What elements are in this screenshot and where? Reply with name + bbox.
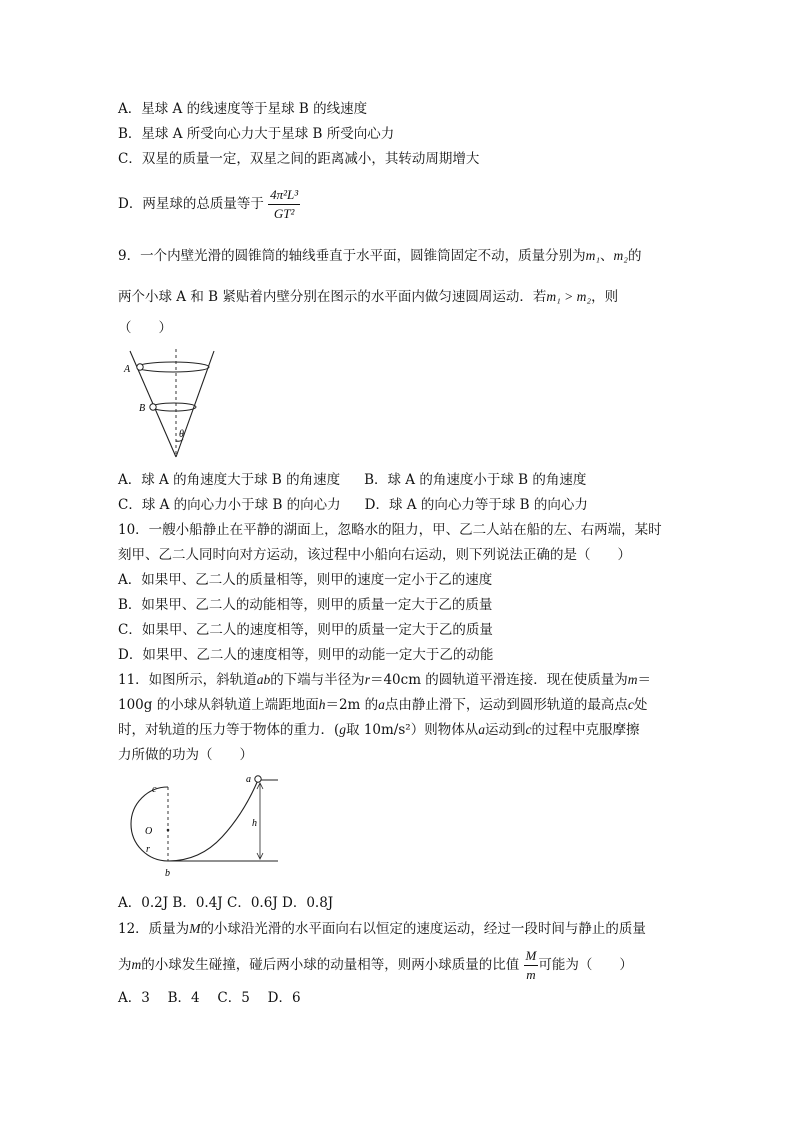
q11-label-a: a <box>246 774 251 785</box>
q9-label-a: A <box>124 364 131 375</box>
q8-option-a: A．星球 A 的线速度等于星球 B 的线速度 <box>118 101 368 117</box>
q11-text: 时，对轨道的压力等于物体的重力．( <box>118 722 340 738</box>
q11-stem-line3 <box>118 720 639 740</box>
q11-text: 点由静止滑下，运动到圆形轨道的最高点 <box>384 697 628 713</box>
q11-text: 的过程中克服摩擦 <box>531 722 640 738</box>
q11-text: 处 <box>633 697 648 713</box>
q12-text: 可能为（ ） <box>538 957 633 973</box>
q11-m: m <box>627 672 638 687</box>
q12-text: 的小球沿光滑的水平面向右以恒定的速度运动，经过一段时间与静止的质量 <box>200 921 646 937</box>
q11-label-r: r <box>146 844 150 855</box>
q11-stem-line2 <box>118 695 647 715</box>
q12-text: 为 <box>118 957 132 973</box>
q12-stem-line1 <box>118 919 646 939</box>
q11-point-a: a <box>478 722 485 737</box>
q11-point-a: a <box>378 697 385 712</box>
q11-point-c: c <box>525 722 532 737</box>
q9-stem-end: 的 <box>628 248 642 264</box>
q9-option-b: B．球 A 的角速度小于球 B 的角速度 <box>364 472 587 488</box>
q11-text: 取 10m/s²）则物体从 <box>346 722 479 738</box>
q11-text: ＝40cm 的圆轨道平滑连接．现在使质量为 <box>369 672 628 688</box>
q9-label-b: B <box>139 403 146 414</box>
q9-option-d: D．球 A 的向心力等于球 B 的向心力 <box>364 497 588 513</box>
q8-formula-denominator: GT² <box>273 206 295 221</box>
q9-stem-end2: ，则 <box>591 289 619 305</box>
q9-options-row2 <box>118 495 588 515</box>
q9-stem-text: 9．一个内壁光滑的圆锥筒的轴线垂直于水平面，圆锥筒固定不动，质量分别为 <box>118 248 586 264</box>
q11-g: g <box>339 722 347 737</box>
q11-text: 运动到 <box>484 722 526 738</box>
q10-option-d: D．如果甲、乙二人的速度相等，则甲的动能一定大于乙的动能 <box>118 647 494 663</box>
q11-text: 的下端与半径为 <box>270 672 365 688</box>
q10-stem-line2: 刻甲、乙二人同时向对方运动，该过程中小船向右运动，则下列说法正确的是（ ） <box>118 547 631 563</box>
q12-mass-ratio <box>524 948 539 983</box>
q12-options: A．3 B．4 C．5 D．6 <box>118 990 301 1006</box>
q11-stem-line1 <box>118 670 651 690</box>
q10-option-b: B．如果甲、乙二人的动能相等，则甲的质量一定大于乙的质量 <box>118 597 493 613</box>
q11-text: 100g 的小球从斜轨道上端距地面 <box>118 697 319 713</box>
q12-mass-m: m <box>131 957 142 972</box>
q9-stem-line2 <box>118 287 618 307</box>
q11-text: 11．如图所示，斜轨道 <box>118 672 257 688</box>
q11-options: A．0.2J B．0.4J C．0.6J D．0.8J <box>118 895 334 911</box>
q9-answer-blank: （ ） <box>118 320 172 336</box>
q11-h: h <box>318 697 326 712</box>
q10-stem-line1: 10．一艘小船静止在平静的湖面上，忽略水的阻力，甲、乙二人站在船的左、右两端，某时 <box>118 522 662 538</box>
q9-condition: m₁ > m₂ <box>546 289 592 304</box>
q9-option-c: C．球 A 的向心力小于球 B 的向心力 <box>118 497 341 513</box>
q11-text: ＝2m 的 <box>325 697 379 713</box>
q9-options-row1 <box>118 470 586 490</box>
q11-point-c: c <box>627 697 634 712</box>
q11-label-o: O <box>145 826 153 837</box>
q8-option-d <box>118 187 300 222</box>
q9-separator: 、 <box>600 248 614 264</box>
q12-stem-line2 <box>118 946 633 984</box>
q11-text: ＝ <box>637 672 652 688</box>
q9-stem-text2: 两个小球 A 和 B 紧贴着内壁分别在图示的水平面内做匀速圆周运动．若 <box>118 289 547 305</box>
q12-mass-M: M <box>189 921 201 936</box>
q9-cone-figure <box>118 345 228 463</box>
q12-ratio-numerator: M <box>524 948 539 966</box>
q11-label-h: h <box>252 818 257 829</box>
q11-label-c: c <box>152 784 157 795</box>
q11-ab: ab <box>256 672 271 687</box>
q8-option-b: B．星球 A 所受向心力大于星球 B 所受向心力 <box>118 126 395 142</box>
q11-r: r <box>364 672 370 687</box>
q12-text: 的小球发生碰撞，碰后两小球的动量相等，则两小球质量的比值 <box>141 957 520 973</box>
q9-m1: m₁ <box>585 248 601 263</box>
q12-ratio-denominator: m <box>526 967 536 982</box>
q9-label-theta: θ <box>179 429 184 440</box>
q10-option-c: C．如果甲、乙二人的速度相等，则甲的质量一定大于乙的质量 <box>118 622 493 638</box>
q9-stem-line1 <box>118 246 642 266</box>
q12-text: 12．质量为 <box>118 921 190 937</box>
q8-option-d-prefix: D．两星球的总质量等于 <box>118 196 264 212</box>
q8-mass-formula <box>268 187 300 222</box>
q9-option-a: A．球 A 的角速度大于球 B 的角速度 <box>118 472 341 488</box>
q11-track-figure <box>112 772 282 884</box>
q8-formula-numerator: 4π²L³ <box>268 187 300 205</box>
q9-m2: m₂ <box>613 248 628 263</box>
q10-option-a: A．如果甲、乙二人的质量相等，则甲的速度一定小于乙的速度 <box>118 572 493 588</box>
q11-label-b: b <box>165 868 170 879</box>
q11-stem-line4: 力所做的功为（ ） <box>118 747 253 763</box>
q8-option-c: C．双星的质量一定，双星之间的距离减小，其转动周期增大 <box>118 151 480 167</box>
